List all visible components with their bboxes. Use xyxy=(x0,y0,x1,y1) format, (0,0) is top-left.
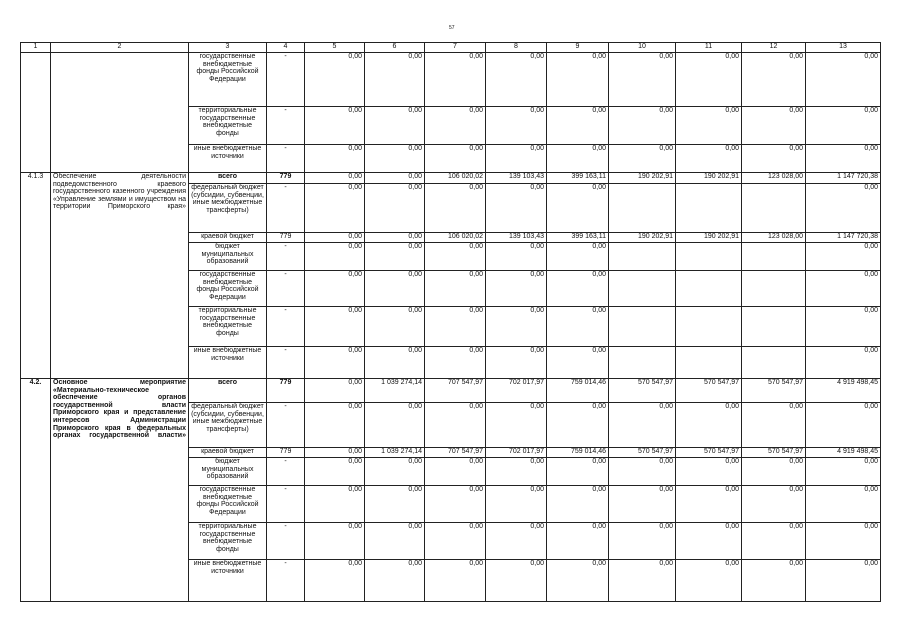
amount-cell: 190 202,91 xyxy=(609,233,676,243)
amount-cell: 0,00 xyxy=(305,560,365,602)
amount-cell: 106 020,02 xyxy=(425,173,486,184)
amount-cell xyxy=(609,347,676,379)
funding-source: бюджет муниципальных образований xyxy=(189,243,267,271)
funding-source: бюджет муниципальных образований xyxy=(189,458,267,486)
amount-cell: 0,00 xyxy=(425,347,486,379)
amount-cell: 1 039 274,14 xyxy=(365,379,425,403)
amount-cell: 139 103,43 xyxy=(486,233,547,243)
amount-cell: 0,00 xyxy=(486,107,547,145)
page-number: 57 xyxy=(449,25,455,31)
amount-cell: 0,00 xyxy=(365,347,425,379)
amount-cell: 1 147 720,38 xyxy=(806,173,881,184)
funding-source: иные внебюджетные источники xyxy=(189,560,267,602)
amount-cell: 190 202,91 xyxy=(676,173,742,184)
amount-cell: 0,00 xyxy=(609,145,676,173)
amount-cell: 0,00 xyxy=(486,458,547,486)
budget-code: 779 xyxy=(267,379,305,403)
funding-source: краевой бюджет xyxy=(189,233,267,243)
amount-cell: 570 547,97 xyxy=(609,379,676,403)
amount-cell: 399 163,11 xyxy=(547,173,609,184)
amount-cell: 0,00 xyxy=(547,107,609,145)
amount-cell: 0,00 xyxy=(365,403,425,448)
amount-cell: 0,00 xyxy=(547,53,609,107)
amount-cell: 0,00 xyxy=(547,458,609,486)
column-number-2: 2 xyxy=(51,43,189,53)
amount-cell: 707 547,97 xyxy=(425,448,486,458)
budget-code: - xyxy=(267,458,305,486)
amount-cell: 0,00 xyxy=(486,271,547,307)
amount-cell: 570 547,97 xyxy=(742,448,806,458)
amount-cell: 0,00 xyxy=(365,53,425,107)
amount-cell: 0,00 xyxy=(806,53,881,107)
amount-cell: 0,00 xyxy=(425,53,486,107)
amount-cell: 0,00 xyxy=(425,523,486,560)
amount-cell: 0,00 xyxy=(305,379,365,403)
amount-cell: 0,00 xyxy=(486,53,547,107)
amount-cell: 0,00 xyxy=(425,184,486,233)
amount-cell: 702 017,97 xyxy=(486,379,547,403)
amount-cell: 139 103,43 xyxy=(486,173,547,184)
amount-cell: 570 547,97 xyxy=(609,448,676,458)
amount-cell: 0,00 xyxy=(806,271,881,307)
amount-cell: 0,00 xyxy=(365,107,425,145)
budget-code: - xyxy=(267,184,305,233)
amount-cell xyxy=(676,307,742,347)
amount-cell: 0,00 xyxy=(676,523,742,560)
budget-code: 779 xyxy=(267,448,305,458)
budget-code: - xyxy=(267,486,305,523)
amount-cell xyxy=(676,347,742,379)
header-row xyxy=(21,43,881,53)
table-body xyxy=(21,43,881,602)
amount-cell: 0,00 xyxy=(365,173,425,184)
amount-cell: 1 147 720,38 xyxy=(806,233,881,243)
amount-cell: 0,00 xyxy=(305,403,365,448)
column-number-12: 12 xyxy=(742,43,806,53)
amount-cell: 0,00 xyxy=(305,448,365,458)
amount-cell: 0,00 xyxy=(425,560,486,602)
amount-cell: 0,00 xyxy=(609,458,676,486)
amount-cell: 0,00 xyxy=(676,458,742,486)
amount-cell: 0,00 xyxy=(806,347,881,379)
funding-source: государственные внебюджетные фонды Российской Федерации xyxy=(189,486,267,523)
amount-cell: 0,00 xyxy=(365,560,425,602)
amount-cell: 123 028,00 xyxy=(742,173,806,184)
amount-cell: 123 028,00 xyxy=(742,233,806,243)
amount-cell: 0,00 xyxy=(609,403,676,448)
amount-cell: 0,00 xyxy=(609,486,676,523)
budget-table xyxy=(20,42,881,602)
amount-cell: 0,00 xyxy=(806,145,881,173)
amount-cell: 0,00 xyxy=(425,271,486,307)
column-number-7: 7 xyxy=(425,43,486,53)
amount-cell: 707 547,97 xyxy=(425,379,486,403)
budget-code: - xyxy=(267,347,305,379)
amount-cell: 399 163,11 xyxy=(547,233,609,243)
amount-cell: 0,00 xyxy=(425,458,486,486)
amount-cell: 0,00 xyxy=(365,307,425,347)
item-name xyxy=(51,53,189,173)
amount-cell: 0,00 xyxy=(486,145,547,173)
table-row xyxy=(21,173,881,184)
amount-cell: 0,00 xyxy=(486,486,547,523)
amount-cell: 0,00 xyxy=(486,307,547,347)
amount-cell xyxy=(609,243,676,271)
amount-cell: 0,00 xyxy=(806,486,881,523)
amount-cell: 759 014,46 xyxy=(547,448,609,458)
amount-cell: 0,00 xyxy=(742,486,806,523)
amount-cell: 0,00 xyxy=(547,307,609,347)
amount-cell: 190 202,91 xyxy=(609,173,676,184)
amount-cell: 0,00 xyxy=(676,560,742,602)
budget-code: - xyxy=(267,53,305,107)
budget-code: - xyxy=(267,243,305,271)
amount-cell: 0,00 xyxy=(547,523,609,560)
amount-cell xyxy=(676,184,742,233)
amount-cell xyxy=(609,307,676,347)
amount-cell: 0,00 xyxy=(806,307,881,347)
amount-cell xyxy=(742,184,806,233)
amount-cell: 0,00 xyxy=(305,486,365,523)
amount-cell: 0,00 xyxy=(742,53,806,107)
amount-cell: 0,00 xyxy=(305,233,365,243)
budget-code: - xyxy=(267,107,305,145)
budget-code: - xyxy=(267,271,305,307)
column-number-9: 9 xyxy=(547,43,609,53)
amount-cell: 0,00 xyxy=(486,243,547,271)
amount-cell: 0,00 xyxy=(547,145,609,173)
amount-cell: 0,00 xyxy=(305,307,365,347)
amount-cell: 0,00 xyxy=(365,271,425,307)
item-number xyxy=(21,53,51,173)
amount-cell: 0,00 xyxy=(486,560,547,602)
amount-cell: 0,00 xyxy=(365,243,425,271)
amount-cell: 570 547,97 xyxy=(742,379,806,403)
amount-cell: 0,00 xyxy=(425,243,486,271)
funding-source: территориальные государственные внебюджетные фонды xyxy=(189,307,267,347)
column-number-1: 1 xyxy=(21,43,51,53)
amount-cell: 0,00 xyxy=(305,184,365,233)
amount-cell: 759 014,46 xyxy=(547,379,609,403)
column-number-4: 4 xyxy=(267,43,305,53)
funding-source: государственные внебюджетные фонды Российской Федерации xyxy=(189,271,267,307)
amount-cell: 0,00 xyxy=(425,307,486,347)
funding-source: федеральный бюджет (субсидии, субвенции, иные межбюджетные трансферты) xyxy=(189,184,267,233)
budget-code: - xyxy=(267,560,305,602)
amount-cell xyxy=(609,184,676,233)
budget-code: - xyxy=(267,145,305,173)
item-name: Основное мероприятие «Материально-техническое обеспечение органов государственной власти Приморского края и представление интересов Администрации Приморского края в федеральных органах государственной власти» xyxy=(51,379,189,602)
funding-source: государственные внебюджетные фонды Российской Федерации xyxy=(189,53,267,107)
budget-code: - xyxy=(267,307,305,347)
amount-cell: 0,00 xyxy=(806,243,881,271)
funding-source: краевой бюджет xyxy=(189,448,267,458)
amount-cell: 0,00 xyxy=(742,145,806,173)
amount-cell: 570 547,97 xyxy=(676,379,742,403)
table-row xyxy=(21,379,881,403)
column-number-8: 8 xyxy=(486,43,547,53)
amount-cell: 0,00 xyxy=(609,560,676,602)
amount-cell xyxy=(742,347,806,379)
amount-cell: 0,00 xyxy=(609,523,676,560)
amount-cell: 0,00 xyxy=(742,523,806,560)
amount-cell: 0,00 xyxy=(365,145,425,173)
amount-cell: 0,00 xyxy=(806,107,881,145)
column-number-5: 5 xyxy=(305,43,365,53)
amount-cell: 0,00 xyxy=(305,347,365,379)
funding-source: всего xyxy=(189,173,267,184)
amount-cell: 0,00 xyxy=(486,184,547,233)
amount-cell: 0,00 xyxy=(742,107,806,145)
amount-cell xyxy=(742,307,806,347)
amount-cell: 0,00 xyxy=(305,107,365,145)
amount-cell: 0,00 xyxy=(547,271,609,307)
amount-cell: 0,00 xyxy=(806,184,881,233)
amount-cell: 0,00 xyxy=(609,53,676,107)
item-name: Обеспечение деятельности подведомственного краевого государственного казенного учреждения «Управление землями и имуществом на территории Приморского края» xyxy=(51,173,189,379)
amount-cell: 0,00 xyxy=(486,523,547,560)
funding-source: федеральный бюджет (субсидии, субвенции, иные межбюджетные трансферты) xyxy=(189,403,267,448)
amount-cell xyxy=(676,243,742,271)
amount-cell: 0,00 xyxy=(742,560,806,602)
amount-cell: 1 039 274,14 xyxy=(365,448,425,458)
amount-cell: 0,00 xyxy=(806,403,881,448)
amount-cell: 0,00 xyxy=(425,403,486,448)
amount-cell: 0,00 xyxy=(305,145,365,173)
amount-cell: 4 919 498,45 xyxy=(806,379,881,403)
amount-cell: 4 919 498,45 xyxy=(806,448,881,458)
column-number-6: 6 xyxy=(365,43,425,53)
amount-cell: 0,00 xyxy=(305,173,365,184)
amount-cell: 0,00 xyxy=(365,458,425,486)
funding-source: иные внебюджетные источники xyxy=(189,145,267,173)
amount-cell: 0,00 xyxy=(676,53,742,107)
amount-cell: 0,00 xyxy=(676,403,742,448)
amount-cell: 0,00 xyxy=(742,403,806,448)
funding-source: территориальные государственные внебюджетные фонды xyxy=(189,523,267,560)
amount-cell: 0,00 xyxy=(305,243,365,271)
column-number-3: 3 xyxy=(189,43,267,53)
amount-cell: 0,00 xyxy=(676,486,742,523)
amount-cell xyxy=(609,271,676,307)
amount-cell: 0,00 xyxy=(305,458,365,486)
amount-cell: 0,00 xyxy=(486,347,547,379)
amount-cell: 0,00 xyxy=(547,403,609,448)
amount-cell: 0,00 xyxy=(365,523,425,560)
amount-cell: 0,00 xyxy=(676,107,742,145)
amount-cell: 0,00 xyxy=(425,107,486,145)
amount-cell: 106 020,02 xyxy=(425,233,486,243)
column-number-11: 11 xyxy=(676,43,742,53)
funding-source: всего xyxy=(189,379,267,403)
amount-cell: 0,00 xyxy=(547,243,609,271)
amount-cell: 0,00 xyxy=(806,560,881,602)
amount-cell: 0,00 xyxy=(425,486,486,523)
amount-cell: 0,00 xyxy=(806,523,881,560)
amount-cell: 0,00 xyxy=(365,233,425,243)
amount-cell: 0,00 xyxy=(806,458,881,486)
amount-cell: 0,00 xyxy=(547,347,609,379)
amount-cell: 0,00 xyxy=(547,486,609,523)
amount-cell: 0,00 xyxy=(547,184,609,233)
budget-code: 779 xyxy=(267,233,305,243)
funding-source: территориальные государственные внебюджетные фонды xyxy=(189,107,267,145)
table-row xyxy=(21,53,881,107)
amount-cell xyxy=(742,243,806,271)
amount-cell: 0,00 xyxy=(547,560,609,602)
budget-code: 779 xyxy=(267,173,305,184)
amount-cell: 0,00 xyxy=(486,403,547,448)
amount-cell: 0,00 xyxy=(676,145,742,173)
amount-cell: 0,00 xyxy=(365,184,425,233)
amount-cell: 0,00 xyxy=(609,107,676,145)
item-number: 4.1.3 xyxy=(21,173,51,379)
item-number: 4.2. xyxy=(21,379,51,602)
amount-cell: 0,00 xyxy=(365,486,425,523)
amount-cell: 0,00 xyxy=(305,271,365,307)
amount-cell xyxy=(676,271,742,307)
budget-code: - xyxy=(267,523,305,560)
column-number-13: 13 xyxy=(806,43,881,53)
amount-cell: 190 202,91 xyxy=(676,233,742,243)
amount-cell: 702 017,97 xyxy=(486,448,547,458)
amount-cell: 570 547,97 xyxy=(676,448,742,458)
amount-cell: 0,00 xyxy=(742,458,806,486)
amount-cell xyxy=(742,271,806,307)
column-number-10: 10 xyxy=(609,43,676,53)
amount-cell: 0,00 xyxy=(305,523,365,560)
amount-cell: 0,00 xyxy=(425,145,486,173)
budget-code: - xyxy=(267,403,305,448)
funding-source: иные внебюджетные источники xyxy=(189,347,267,379)
amount-cell: 0,00 xyxy=(305,53,365,107)
